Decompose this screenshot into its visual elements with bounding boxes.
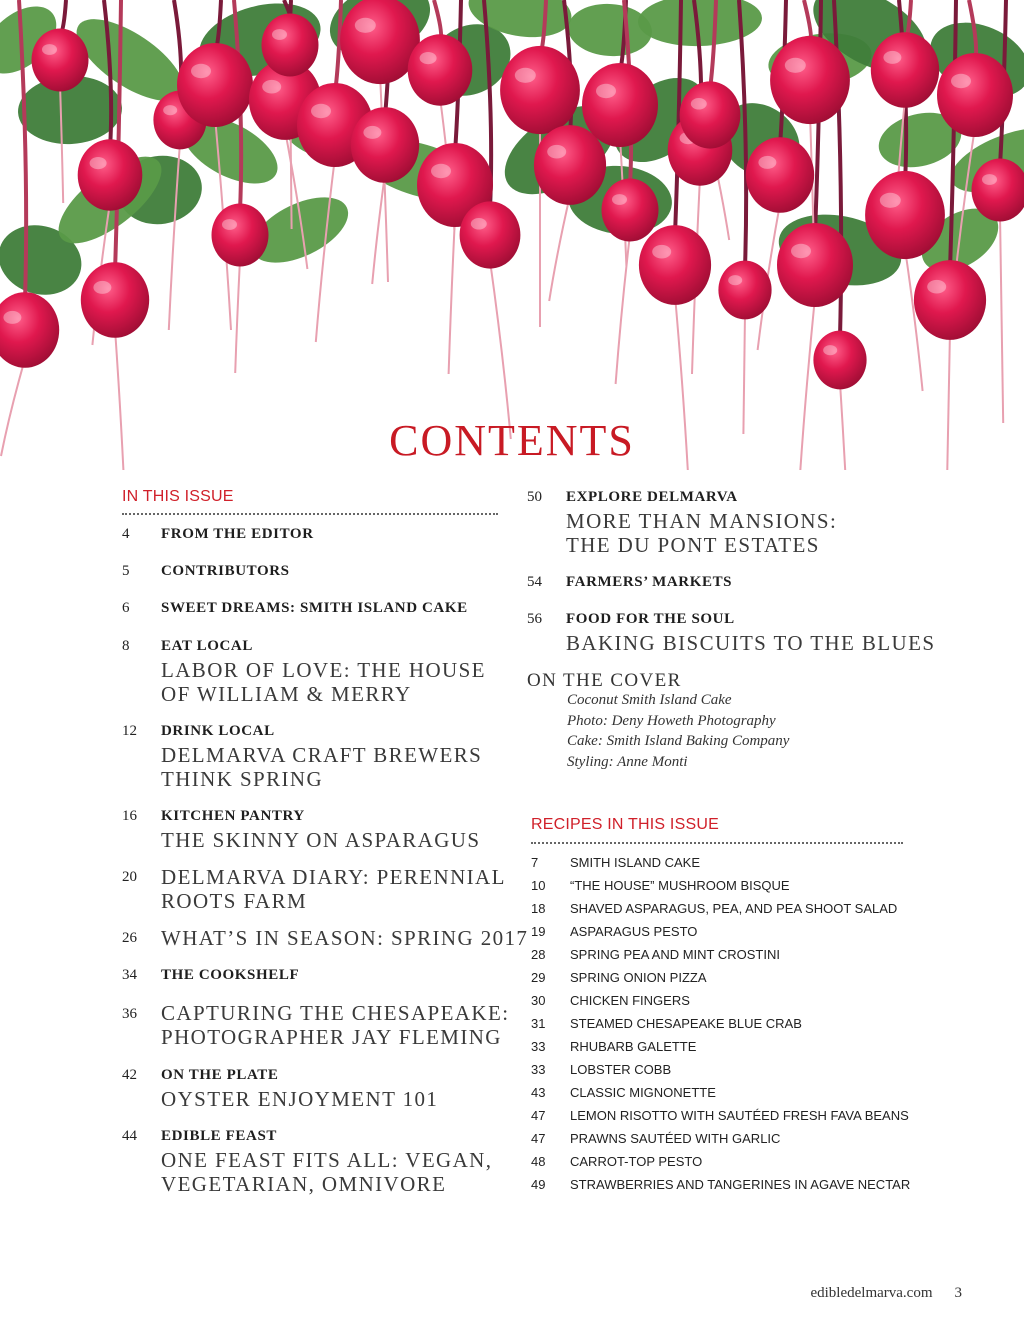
- page-title: CONTENTS: [389, 416, 635, 465]
- radish: [718, 261, 771, 320]
- radish: [813, 331, 866, 390]
- root: [1000, 214, 1003, 423]
- radish: [262, 14, 319, 77]
- page-number: 7: [531, 855, 539, 870]
- entry-kicker: THE COOKSHELF: [161, 967, 300, 983]
- page-number: 12: [122, 723, 137, 739]
- highlight: [612, 194, 627, 205]
- radish: [937, 53, 1013, 137]
- radish: [602, 179, 659, 242]
- radish: [865, 171, 945, 259]
- page-number: 48: [531, 1154, 546, 1169]
- recipes-heading: RECIPES IN THIS ISSUE: [531, 816, 719, 833]
- highlight: [791, 244, 811, 258]
- page-number: 42: [122, 1067, 137, 1083]
- entry-kicker: ON THE PLATE: [161, 1067, 279, 1083]
- radish: [500, 46, 580, 134]
- radish: [639, 225, 711, 305]
- entry-headline: ROOTS FARM: [161, 889, 308, 913]
- highlight: [728, 275, 742, 285]
- radish: [0, 292, 59, 368]
- page-number: 47: [531, 1108, 546, 1123]
- highlight: [951, 74, 971, 88]
- entry-kicker: EDIBLE FEAST: [161, 1128, 277, 1144]
- entry-kicker: DRINK LOCAL: [161, 723, 275, 739]
- entry-headline: THE DU PONT ESTATES: [566, 533, 820, 557]
- highlight: [311, 104, 331, 118]
- page-number: 5: [122, 563, 130, 579]
- page-number: 34: [122, 967, 137, 983]
- page-number: 30: [531, 993, 546, 1008]
- highlight: [3, 311, 21, 324]
- cover-credit: Cake: Smith Island Baking Company: [567, 733, 790, 749]
- page-number: 49: [531, 1177, 546, 1192]
- entry-kicker: FARMERS’ MARKETS: [566, 574, 733, 590]
- highlight: [191, 64, 211, 78]
- highlight: [471, 218, 487, 230]
- page-number: 20: [122, 869, 137, 885]
- recipe-name: LOBSTER COBB: [570, 1062, 672, 1077]
- entry-headline: PHOTOGRAPHER JAY FLEMING: [161, 1025, 502, 1049]
- radish: [534, 125, 606, 205]
- recipe-name: SHAVED ASPARAGUS, PEA, AND PEA SHOOT SALAD: [570, 901, 898, 916]
- entry-headline: MORE THAN MANSIONS:: [566, 509, 838, 533]
- page-number: 47: [531, 1131, 546, 1146]
- highlight: [691, 98, 707, 110]
- recipe-name: PRAWNS SAUTÉED WITH GARLIC: [570, 1131, 781, 1146]
- radishes-photo: [0, 0, 1024, 470]
- highlight: [758, 156, 776, 169]
- recipe-name: CHICKEN FINGERS: [570, 993, 690, 1008]
- entry-headline: THINK SPRING: [161, 767, 324, 791]
- radish: [680, 81, 741, 148]
- highlight: [596, 84, 616, 98]
- highlight: [222, 219, 237, 230]
- cover-credit: Coconut Smith Island Cake: [567, 692, 732, 708]
- in-this-issue-heading: IN THIS ISSUE: [122, 488, 234, 505]
- highlight: [982, 174, 997, 185]
- highlight: [93, 281, 111, 294]
- radish: [746, 137, 814, 213]
- recipe-name: CLASSIC MIGNONETTE: [570, 1085, 716, 1100]
- page-number: 28: [531, 947, 546, 962]
- page-number: 19: [531, 924, 546, 939]
- page-footer: [810, 1285, 962, 1302]
- entry-kicker: SWEET DREAMS: SMITH ISLAND CAKE: [161, 600, 468, 616]
- page-number: 18: [531, 901, 546, 916]
- highlight: [880, 193, 901, 208]
- page-number: 8: [122, 638, 130, 654]
- highlight: [363, 126, 381, 139]
- page-number: 54: [527, 574, 542, 590]
- page-number: 31: [531, 1016, 546, 1031]
- recipe-name: LEMON RISOTTO WITH SAUTÉED FRESH FAVA BEANS: [570, 1108, 909, 1123]
- recipe-name: SMITH ISLAND CAKE: [570, 855, 701, 870]
- entry-kicker: CONTRIBUTORS: [161, 563, 290, 579]
- entry-headline: BAKING BISCUITS TO THE BLUES: [566, 631, 936, 655]
- entry-headline: ONE FEAST FITS ALL: VEGAN,: [161, 1148, 493, 1172]
- highlight: [163, 105, 177, 115]
- entry-headline: OYSTER ENJOYMENT 101: [161, 1087, 439, 1111]
- page-number: 56: [527, 611, 542, 627]
- radish: [351, 107, 419, 183]
- page-number: 43: [531, 1085, 546, 1100]
- highlight: [515, 68, 536, 83]
- recipe-name: CARROT-TOP PESTO: [570, 1154, 703, 1169]
- highlight: [927, 280, 946, 294]
- page-number: 4: [122, 526, 130, 542]
- highlight: [547, 145, 566, 159]
- page-number: 33: [531, 1039, 546, 1054]
- on-the-cover-heading: ON THE COVER: [527, 670, 682, 691]
- radish: [32, 29, 89, 92]
- page-number: 44: [122, 1128, 137, 1144]
- entry-headline: DELMARVA CRAFT BREWERS: [161, 743, 483, 767]
- highlight: [272, 29, 287, 40]
- highlight: [355, 18, 376, 33]
- radish: [871, 32, 939, 108]
- page-number: 16: [122, 808, 137, 824]
- page-number: 10: [531, 878, 546, 893]
- root: [235, 259, 240, 373]
- entry-headline: VEGETARIAN, OMNIVORE: [161, 1172, 447, 1196]
- radish-leaves: [0, 0, 1024, 305]
- root: [372, 174, 385, 284]
- radish: [777, 223, 853, 307]
- highlight: [420, 52, 437, 64]
- root: [490, 261, 511, 439]
- divider: [531, 842, 903, 844]
- entry-kicker: FROM THE EDITOR: [161, 526, 314, 542]
- recipe-name: RHUBARB GALETTE: [570, 1039, 697, 1054]
- highlight: [883, 51, 901, 64]
- recipe-name: STRAWBERRIES AND TANGERINES IN AGAVE NECTAR: [570, 1177, 911, 1192]
- page-number: 33: [531, 1062, 546, 1077]
- entry-headline: WHAT’S IN SEASON: SPRING 2017: [161, 926, 529, 950]
- radish: [770, 36, 850, 124]
- radish: [914, 260, 986, 340]
- highlight: [785, 58, 806, 73]
- root: [549, 195, 570, 301]
- recipe-name: ASPARAGUS PESTO: [570, 924, 698, 939]
- entry-headline: LABOR OF LOVE: THE HOUSE: [161, 658, 486, 682]
- page-number: 6: [122, 600, 130, 616]
- page-number: 36: [122, 1006, 137, 1022]
- radish: [460, 201, 521, 268]
- entry-headline: CAPTURING THE CHESAPEAKE:: [161, 1001, 510, 1025]
- highlight: [431, 164, 451, 178]
- leaf: [566, 1, 653, 59]
- entry-kicker: EAT LOCAL: [161, 638, 253, 654]
- page-number: 50: [527, 489, 542, 505]
- radish: [212, 204, 269, 267]
- cover-credit: Styling: Anne Monti: [567, 754, 688, 770]
- cover-credit: Photo: Deny Howeth Photography: [567, 713, 776, 729]
- entry-kicker: KITCHEN PANTRY: [161, 808, 305, 824]
- recipe-name: STEAMED CHESAPEAKE BLUE CRAB: [570, 1016, 802, 1031]
- root: [616, 234, 630, 384]
- entry-kicker: EXPLORE DELMARVA: [566, 489, 738, 505]
- highlight: [90, 157, 107, 169]
- radish: [582, 63, 658, 147]
- radish: [78, 139, 143, 210]
- radish: [177, 43, 253, 127]
- highlight: [262, 80, 281, 94]
- page-number: 29: [531, 970, 546, 985]
- site-url[interactable]: edibledelmarva.com: [810, 1285, 933, 1301]
- highlight: [42, 44, 57, 55]
- entry-headline: OF WILLIAM & MERRY: [161, 682, 412, 706]
- recipe-name: “THE HOUSE” MUSHROOM BISQUE: [570, 878, 790, 893]
- root: [316, 157, 335, 342]
- entry-headline: THE SKINNY ON ASPARAGUS: [161, 828, 481, 852]
- highlight: [652, 245, 671, 259]
- page-number: 26: [122, 930, 137, 946]
- recipe-name: SPRING ONION PIZZA: [570, 970, 707, 985]
- entry-kicker: FOOD FOR THE SOUL: [566, 611, 735, 627]
- recipe-name: SPRING PEA AND MINT CROSTINI: [570, 947, 780, 962]
- page-number: 3: [954, 1285, 962, 1301]
- entry-headline: DELMARVA DIARY: PERENNIAL: [161, 865, 506, 889]
- radish: [408, 34, 473, 105]
- radish: [81, 262, 149, 338]
- root: [449, 217, 455, 374]
- highlight: [823, 345, 837, 355]
- divider: [122, 513, 498, 515]
